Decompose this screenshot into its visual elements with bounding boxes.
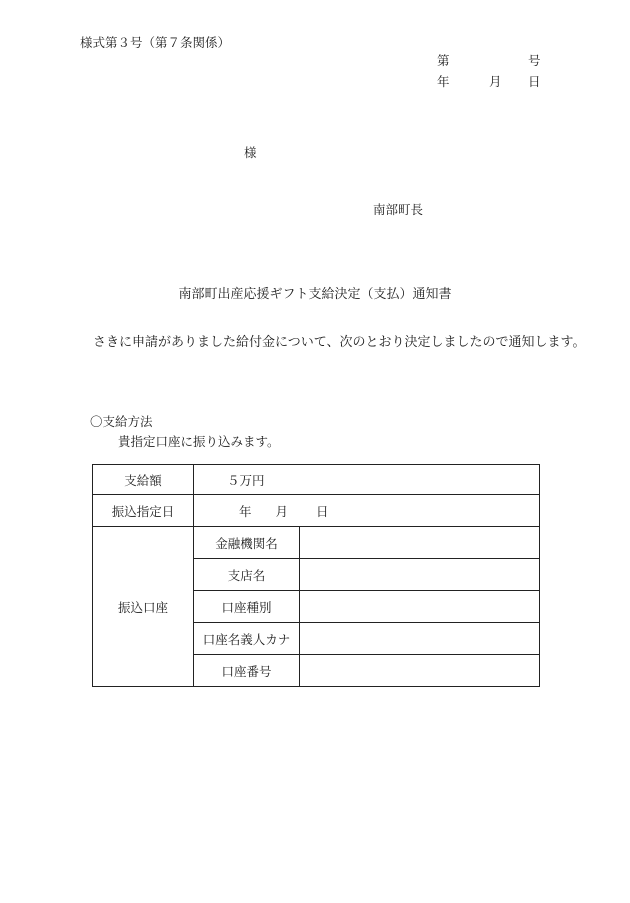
account-field-bank-name: 金融機関名 (194, 527, 300, 559)
issuer-name: 南部町長 (373, 202, 424, 217)
transfer-date-label: 振込指定日 (93, 495, 194, 527)
account-field-account-type: 口座種別 (194, 591, 300, 623)
issue-date-year: 年 (437, 74, 450, 89)
notice-body: さきに申請がありました給付金について、次のとおり決定しましたので通知します。 (93, 335, 586, 350)
account-field-holder-kana: 口座名義人カナ (194, 623, 300, 655)
payment-details-table (92, 464, 540, 687)
account-value-holder-kana (300, 623, 540, 655)
payment-method-text: 貴指定口座に振り込みます。 (118, 434, 280, 449)
account-field-branch-name: 支店名 (194, 559, 300, 591)
account-label: 振込口座 (93, 527, 194, 687)
page-title: 南部町出産応援ギフト支給決定（支払）通知書 (178, 287, 452, 302)
account-value-account-number (300, 655, 540, 687)
account-value-account-type (300, 591, 540, 623)
transfer-date-value (194, 495, 540, 527)
transfer-date-month: 月 (275, 503, 289, 519)
addressee-honorific: 様 (244, 145, 257, 160)
table-row-account (93, 527, 540, 559)
account-value-bank-name (300, 527, 540, 559)
issue-date-month: 月 (489, 74, 502, 89)
transfer-date-day: 日 (316, 503, 329, 519)
table-row-amount (93, 465, 540, 495)
account-field-account-number: 口座番号 (194, 655, 300, 687)
document-number-suffix: 号 (528, 53, 541, 68)
amount-label: 支給額 (93, 465, 194, 495)
form-number: 様式第３号（第７条関係） (80, 35, 231, 50)
transfer-date-year: 年 (239, 503, 252, 519)
table-row-transfer-date (93, 495, 540, 527)
issue-date-day: 日 (528, 74, 541, 89)
account-value-branch-name (300, 559, 540, 591)
document-number-prefix: 第 (437, 53, 450, 68)
amount-value: ５万円 (194, 465, 540, 495)
payment-method-heading: 〇支給方法 (90, 414, 153, 429)
